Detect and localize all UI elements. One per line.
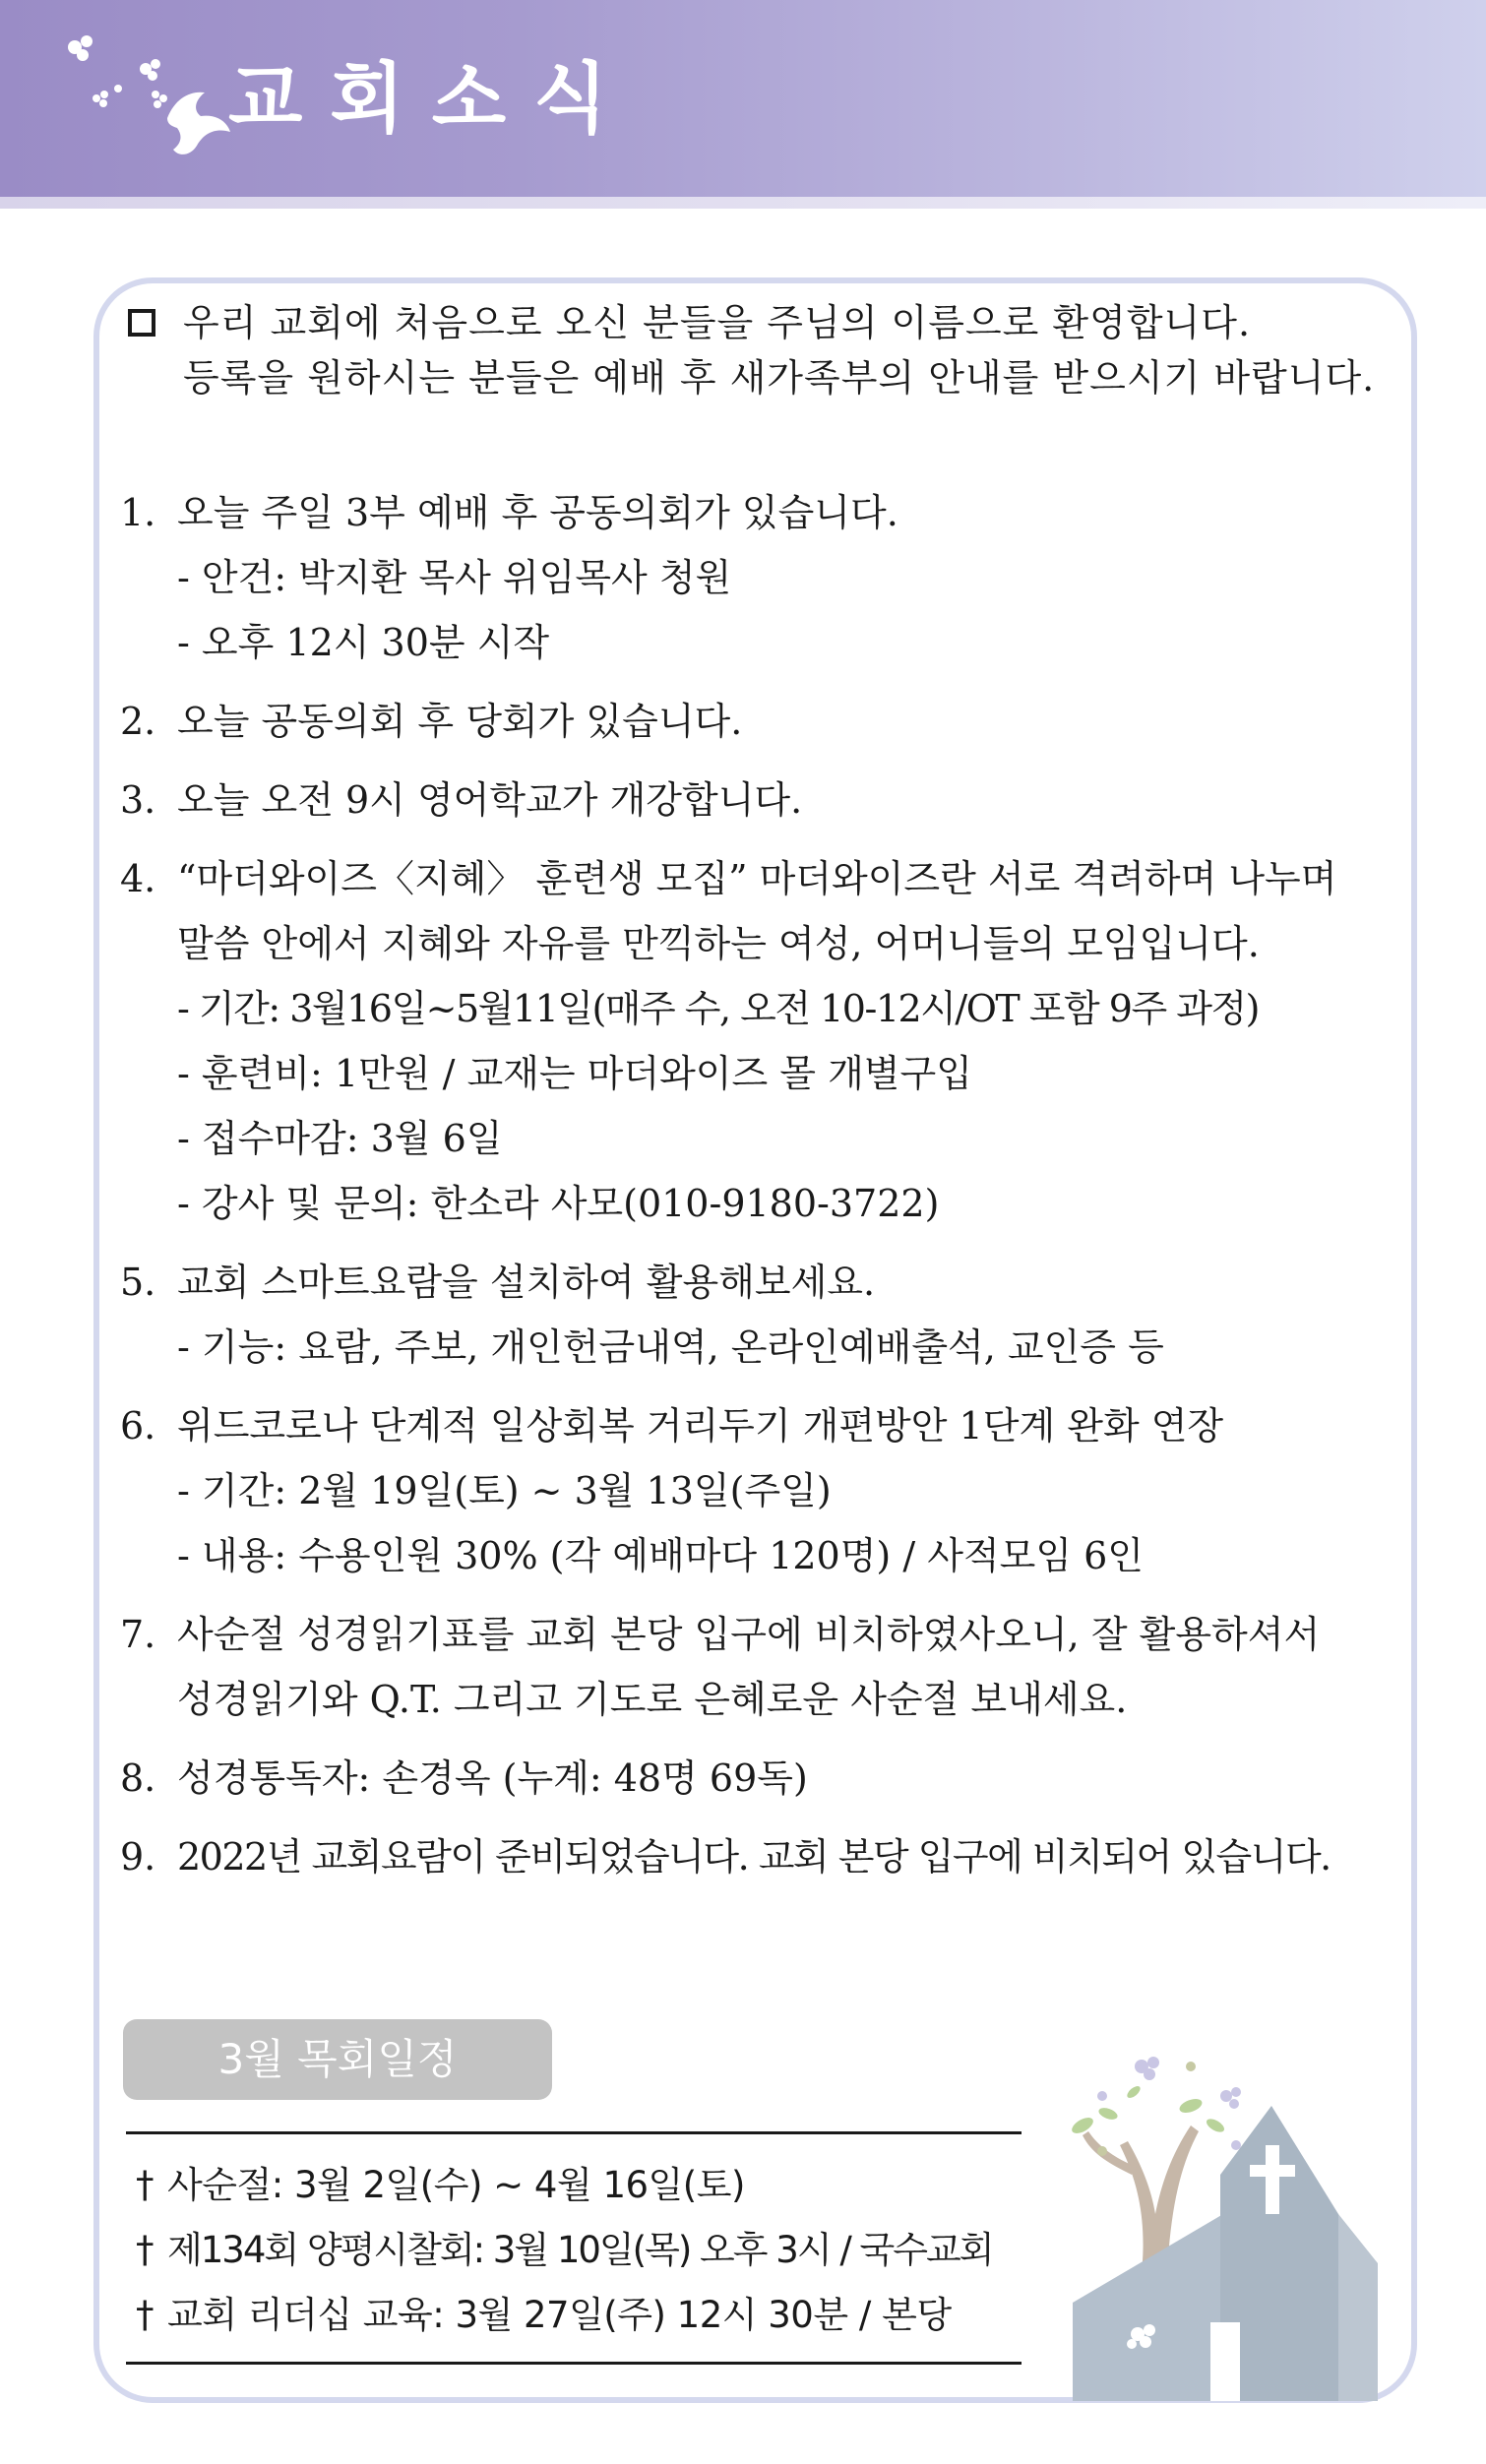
item-detail: - 안건: 박지환 목사 위임목사 청원 xyxy=(177,556,732,599)
schedule-list xyxy=(136,2153,1022,2348)
item-number: 9. xyxy=(120,1835,156,1879)
banner-divider xyxy=(0,197,1486,209)
news-item-2 xyxy=(120,689,1399,754)
item-detail: - 접수마감: 3월 6일 xyxy=(177,1117,503,1160)
schedule-bottom-rule xyxy=(126,2362,1022,2365)
schedule-item-text: 교회 리더십 교육: 3월 27일(주) 12시 30분 / 본당 xyxy=(167,2294,952,2336)
item-number: 6. xyxy=(120,1404,156,1448)
item-number: 7. xyxy=(120,1613,156,1656)
schedule-item-text: 제134회 양평시찰회: 3월 10일(목) 오후 3시 / 국수교회 xyxy=(167,2229,993,2271)
news-item-5 xyxy=(120,1250,1399,1380)
news-item-3 xyxy=(120,768,1399,832)
schedule-item-text: 사순절: 3월 2일(수) ~ 4월 16일(토) xyxy=(167,2164,745,2206)
schedule-item xyxy=(136,2283,1022,2348)
news-item-8 xyxy=(120,1746,1399,1811)
page-title: 교회소식 xyxy=(228,55,636,144)
item-detail: - 오후 12시 30분 시작 xyxy=(177,621,550,664)
cross-icon: † xyxy=(136,2164,154,2206)
news-item-1 xyxy=(120,480,1399,675)
item-text: 사순절 성경읽기표를 교회 본당 입구에 비치하였사오니, 잘 활용하셔서 xyxy=(177,1613,1321,1656)
item-text: 오늘 공동의회 후 당회가 있습니다. xyxy=(177,700,743,743)
schedule-item xyxy=(136,2218,1022,2283)
checkbox-icon xyxy=(128,309,155,337)
item-text: 성경통독자: 손경옥 (누계: 48명 69독) xyxy=(177,1756,808,1800)
item-number: 5. xyxy=(120,1261,156,1304)
item-detail: - 내용: 수용인원 30% (각 예배마다 120명) / 사적모임 6인 xyxy=(177,1534,1145,1577)
item-text: 성경읽기와 Q.T. 그리고 기도로 은혜로운 사순절 보내세요. xyxy=(177,1678,1128,1721)
news-list xyxy=(120,480,1399,1903)
item-text: 오늘 주일 3부 예배 후 공동의회가 있습니다. xyxy=(177,491,898,534)
item-detail: - 기간: 2월 19일(토) ~ 3월 13일(주일) xyxy=(177,1469,832,1512)
welcome-line: 등록을 원하시는 분들은 예배 후 새가족부의 안내를 받으시기 바랍니다. xyxy=(183,356,1376,400)
item-number: 1. xyxy=(120,491,156,534)
item-detail: - 기능: 요람, 주보, 개인헌금내역, 온라인예배출석, 교인증 등 xyxy=(177,1325,1164,1369)
news-item-6 xyxy=(120,1393,1399,1588)
welcome-line: 우리 교회에 처음으로 오신 분들을 주님의 이름으로 환영합니다. xyxy=(183,301,1252,344)
schedule-item xyxy=(136,2153,1022,2218)
item-text: 교회 스마트요람을 설치하여 활용해보세요. xyxy=(177,1261,876,1304)
dove-icon xyxy=(57,30,234,157)
item-text: 위드코로나 단계적 일상회복 거리두기 개편방안 1단계 완화 연장 xyxy=(177,1404,1224,1448)
schedule-title: 3월 목회일정 xyxy=(123,2019,552,2100)
item-detail: - 훈련비: 1만원 / 교재는 마더와이즈 몰 개별구입 xyxy=(177,1052,972,1095)
news-item-4 xyxy=(120,846,1399,1236)
cross-icon: † xyxy=(136,2229,154,2271)
item-text: 말씀 안에서 지혜와 자유를 만끽하는 여성, 어머니들의 모임입니다. xyxy=(177,922,1260,965)
news-item-9 xyxy=(120,1824,1399,1889)
header-banner xyxy=(0,0,1486,197)
item-number: 4. xyxy=(120,857,156,900)
church-illustration-icon xyxy=(1043,2027,1417,2401)
item-text: 2022년 교회요람이 준비되었습니다. 교회 본당 입구에 비치되어 있습니다. xyxy=(177,1835,1331,1879)
item-text: 오늘 오전 9시 영어학교가 개강합니다. xyxy=(177,778,803,822)
item-detail: - 기간: 3월16일~5월11일(매주 수, 오전 10-12시/OT 포함 9주 과정) xyxy=(177,987,1259,1030)
item-detail: - 강사 및 문의: 한소라 사모(010-9180-3722) xyxy=(177,1182,940,1225)
item-number: 8. xyxy=(120,1756,156,1800)
cross-icon: † xyxy=(136,2294,154,2336)
news-item-7 xyxy=(120,1602,1399,1732)
item-text: “마더와이즈〈지혜〉 훈련생 모집” 마더와이즈란 서로 격려하며 나누며 xyxy=(177,857,1337,900)
schedule-top-rule xyxy=(126,2131,1022,2134)
item-number: 2. xyxy=(120,700,156,743)
item-number: 3. xyxy=(120,778,156,822)
